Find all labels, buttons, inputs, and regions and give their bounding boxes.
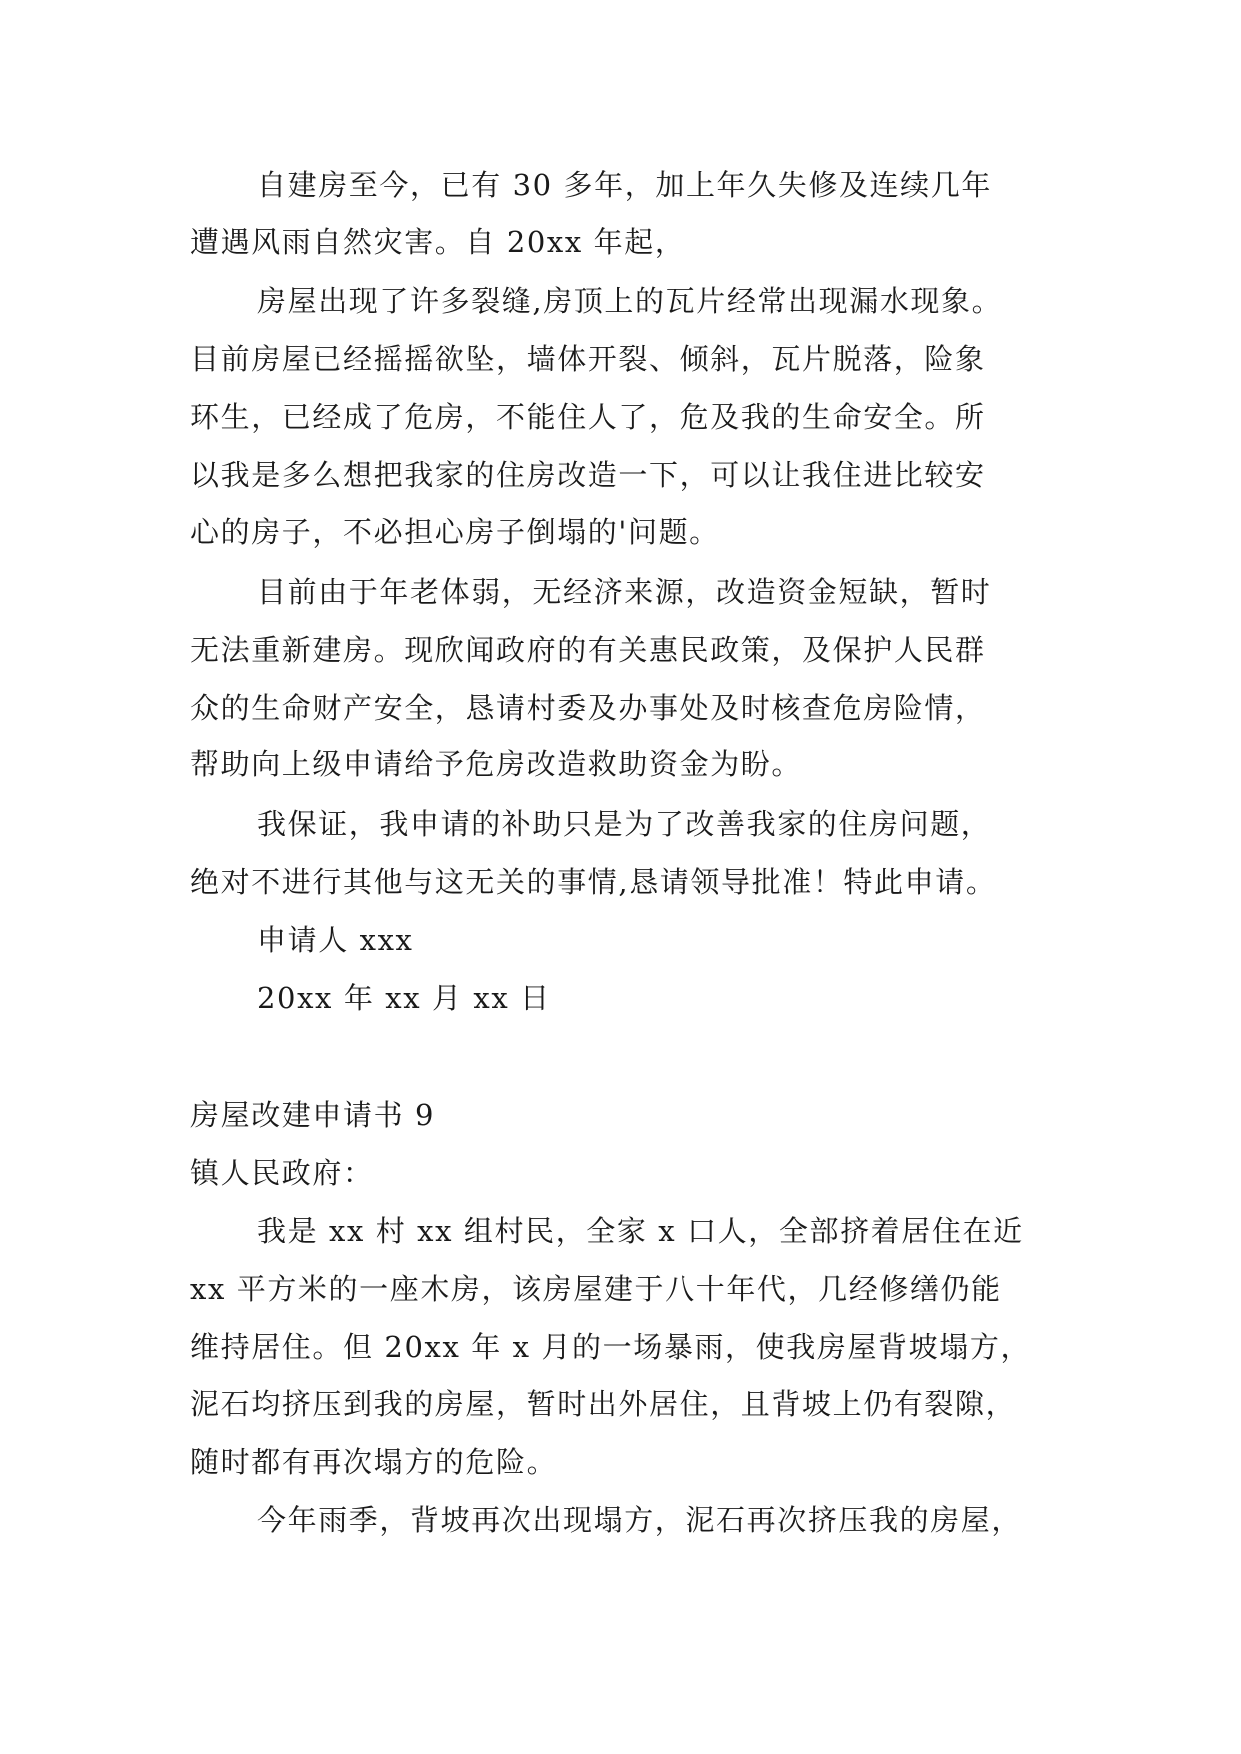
paragraph-line: 帮助向上级申请给予危房改造救助资金为盼。 (190, 747, 803, 781)
paragraph-line: 环生，已经成了危房，不能住人了，危及我的生命安全。所 (190, 400, 986, 434)
paragraph-line: 目前房屋已经摇摇欲坠，墙体开裂、倾斜，瓦片脱落，险象 (190, 342, 986, 376)
paragraph-line: 今年雨季，背坡再次出现塌方，泥石再次挤压我的房屋， (257, 1503, 1023, 1537)
paragraph-line: 维持居住。但 20xx 年 x 月的一场暴雨，使我房屋背坡塌方， (190, 1330, 1032, 1364)
paragraph-line: 随时都有再次塌方的危险。 (190, 1445, 558, 1479)
applicant-signature: 申请人 xxx (257, 923, 414, 957)
application-date: 20xx 年 xx 月 xx 日 (257, 981, 551, 1015)
document-title: 房屋改建申请书 9 (190, 1098, 436, 1132)
paragraph-line: 泥石均挤压到我的房屋，暂时出外居住，且背坡上仍有裂隙， (190, 1387, 1017, 1421)
paragraph-line: xx 平方米的一座木房，该房屋建于八十年代，几经修缮仍能 (190, 1272, 1002, 1306)
paragraph-line: 我是 xx 村 xx 组村民，全家 x 口人，全部挤着居住在近 (257, 1214, 1024, 1248)
paragraph-line: 房屋出现了许多裂缝,房顶上的瓦片经常出现漏水现象。 (257, 284, 1003, 318)
paragraph-line: 无法重新建房。现欣闻政府的有关惠民政策，及保护人民群 (190, 633, 986, 667)
paragraph-line: 以我是多么想把我家的住房改造一下，可以让我住进比较安 (190, 458, 986, 492)
paragraph-line: 众的生命财产安全，恳请村委及办事处及时核查危房险情， (190, 691, 986, 725)
paragraph-line: 自建房至今，已有 30 多年，加上年久失修及连续几年 (257, 168, 992, 202)
paragraph-line: 目前由于年老体弱，无经济来源，改造资金短缺，暂时 (257, 575, 992, 609)
paragraph-line: 心的房子，不必担心房子倒塌的'问题。 (190, 515, 720, 549)
paragraph-line: 遭遇风雨自然灾害。自 20xx 年起， (190, 225, 686, 259)
paragraph-line: 我保证，我申请的补助只是为了改善我家的住房问题， (257, 807, 992, 841)
addressee: 镇人民政府： (190, 1156, 374, 1190)
paragraph-line: 绝对不进行其他与这无关的事情,恳请领导批准！特此申请。 (190, 865, 997, 899)
